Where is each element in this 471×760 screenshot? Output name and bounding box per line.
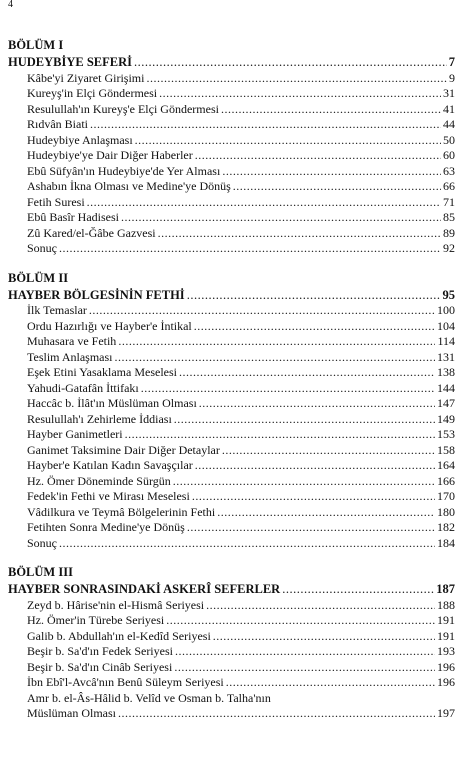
entry-page-number: 170: [437, 489, 455, 503]
entry-title: Beşir b. Sa'd'ın Fedek Seriyesi: [27, 644, 173, 658]
heading-page-number: 95: [442, 287, 455, 302]
dot-leader: [226, 675, 435, 691]
dot-leader: [146, 71, 447, 87]
toc-entry[interactable]: [8, 303, 455, 319]
entry-page-number: 196: [437, 675, 455, 689]
dot-leader: [159, 86, 441, 102]
entry-title: Vâdilkura ve Teymâ Bölgelerinin Fethi: [27, 504, 216, 519]
toc-entry[interactable]: [8, 319, 455, 335]
entry-page-number: 158: [437, 442, 455, 457]
section-label: BÖLÜM II: [8, 270, 69, 285]
toc-entry[interactable]: [8, 102, 455, 118]
entry-title: Resulullah'ı Zehirleme İddiası: [27, 411, 172, 426]
toc-entry[interactable]: [8, 675, 455, 691]
toc-entry[interactable]: [8, 334, 455, 350]
section-3: [8, 565, 455, 722]
toc-entry[interactable]: [8, 644, 455, 660]
toc-entry[interactable]: [8, 381, 455, 397]
entry-title-line1: Amr b. el-Âs-Hâlid b. Velîd ve Osman b. Talha'nın: [27, 690, 271, 705]
toc-entry[interactable]: [8, 226, 455, 242]
entry-title-line2: Müslüman Olması: [27, 706, 116, 720]
dot-leader: [206, 598, 435, 614]
entry-page-number: 191: [437, 628, 455, 643]
section-label: BÖLÜM III: [8, 565, 73, 579]
entry-page-number: 191: [437, 613, 455, 627]
entry-title: Sonuç: [27, 535, 57, 550]
entry-title: Yahudi-Gatafân İttifakı: [27, 380, 139, 395]
entry-title: Rıdvân Biati: [27, 117, 88, 131]
entry-title: Ebû Basîr Hadisesi: [27, 210, 119, 224]
dot-leader: [221, 102, 441, 118]
toc-entry[interactable]: [8, 179, 455, 195]
entry-page-number: 60: [443, 148, 455, 162]
entry-title: Hayber'e Katılan Kadın Savaşçılar: [27, 458, 193, 472]
heading-page-number: 187: [436, 582, 455, 596]
dot-leader: [195, 458, 435, 474]
toc-entry[interactable]: [8, 427, 455, 443]
entry-page-number: 100: [437, 303, 455, 317]
toc-entry[interactable]: [8, 396, 455, 412]
entry-page-number: 196: [437, 659, 455, 674]
entry-page-number: 9: [449, 70, 455, 85]
entry-page-number: 92: [443, 241, 455, 255]
entry-page-number: 131: [437, 349, 455, 364]
dot-leader: [173, 474, 435, 490]
entry-title: Fetih Suresi: [27, 194, 85, 209]
dot-leader: [175, 644, 435, 660]
entry-title: Hz. Ömer Döneminde Sürgün: [27, 473, 171, 488]
section-label: BÖLÜM I: [8, 38, 64, 52]
toc-entry[interactable]: [8, 195, 455, 211]
toc-entry[interactable]: [8, 350, 455, 366]
entry-page-number: 166: [437, 473, 455, 488]
entry-page-number: 31: [443, 86, 455, 100]
entry-list: [8, 71, 455, 257]
entry-title: Hayber Ganimetleri: [27, 427, 123, 441]
entry-page-number: 41: [443, 101, 455, 116]
entry-page-number: 193: [437, 644, 455, 658]
entry-page-number: 89: [443, 225, 455, 240]
entry-title: Eşek Etini Yasaklama Meselesi: [27, 365, 177, 379]
dot-leader: [118, 706, 435, 722]
section-2: [8, 271, 455, 552]
toc-entry[interactable]: [8, 505, 455, 521]
entry-page-number: 149: [437, 411, 455, 426]
section-heading[interactable]: [8, 288, 455, 304]
entry-page-number: 138: [437, 365, 455, 379]
entry-list: [8, 598, 455, 691]
dot-leader: [213, 629, 435, 645]
entry-page-number: 50: [443, 132, 455, 147]
dot-leader: [222, 443, 435, 459]
entry-page-number: 114: [437, 334, 455, 348]
toc-entry[interactable]: [8, 458, 455, 474]
dot-leader: [59, 536, 435, 552]
entry-title: Ebû Süfyân'ın Hudeybiye'de Yer Alması: [27, 163, 221, 178]
section-heading[interactable]: [8, 582, 455, 598]
entry-title: Ashabın İkna Olması ve Medine'ye Dönüş: [27, 179, 231, 193]
entry-page-number: 66: [443, 179, 455, 193]
entry-title: Resulullah'ın Kureyş'e Elçi Göndermesi: [27, 101, 219, 116]
entry-title: Ordu Hazırlığı ve Hayber'e İntikal: [27, 318, 192, 333]
toc-entry-multiline[interactable]: [8, 691, 455, 722]
toc-entry[interactable]: [8, 71, 455, 87]
entry-title: Ganimet Taksimine Dair Diğer Detaylar: [27, 442, 220, 457]
entry-page-number: 63: [443, 163, 455, 178]
toc-entry[interactable]: [8, 133, 455, 149]
heading-title: HUDEYBİYE SEFERİ: [8, 55, 132, 69]
dot-leader: [195, 148, 441, 164]
toc-entry[interactable]: [8, 365, 455, 381]
entry-page-number: 164: [437, 458, 455, 472]
section-heading[interactable]: [8, 55, 455, 71]
dot-leader: [187, 520, 435, 536]
dot-leader: [90, 117, 441, 133]
toc-entry[interactable]: [8, 536, 455, 552]
entry-title: İlk Temaslar: [27, 303, 87, 317]
dot-leader: [194, 319, 435, 335]
dot-leader: [217, 505, 435, 521]
entry-page-number: 182: [437, 520, 455, 534]
section-1: [8, 38, 455, 257]
toc-entry[interactable]: [8, 520, 455, 536]
dot-leader: [134, 55, 447, 71]
dot-leader: [166, 613, 435, 629]
dot-leader: [121, 210, 441, 226]
entry-page-number: 180: [437, 504, 455, 519]
entry-title: İbn Ebî'l-Avcâ'nın Benû Süleym Seriyesi: [27, 675, 224, 689]
entry-title: Zeyd b. Hârise'nin el-Hismâ Seriyesi: [27, 597, 205, 612]
entry-page-number: 104: [437, 318, 455, 333]
entry-title: Hudeybiye'ye Dair Diğer Haberler: [27, 148, 193, 162]
entry-page-number: 184: [437, 535, 455, 550]
toc-entry[interactable]: [8, 86, 455, 102]
toc-entry[interactable]: [8, 474, 455, 490]
entry-page-number: 147: [437, 396, 455, 410]
dot-leader: [87, 195, 441, 211]
dot-leader: [135, 133, 441, 149]
entry-title: Hz. Ömer'in Türebe Seriyesi: [27, 613, 165, 627]
toc-entry[interactable]: [8, 117, 455, 133]
entry-page-number: 197: [437, 706, 455, 720]
toc-entry[interactable]: [8, 660, 455, 676]
entry-title: Fedek'in Fethi ve Mirası Meselesi: [27, 489, 190, 503]
dot-leader: [118, 334, 435, 350]
entry-title: Haccâc b. İlât'ın Müslüman Olması: [27, 396, 197, 410]
toc-entry[interactable]: [8, 598, 455, 614]
toc-entry[interactable]: [8, 164, 455, 180]
heading-page-number: 7: [448, 55, 455, 69]
entry-title: Teslim Anlaşması: [27, 349, 113, 364]
dot-leader: [174, 660, 435, 676]
dot-leader: [233, 179, 441, 195]
entry-list: [8, 303, 455, 551]
entry-page-number: 144: [437, 380, 455, 395]
entry-title: Hudeybiye Anlaşması: [27, 132, 133, 147]
entry-page-number: 153: [437, 427, 455, 441]
toc-entry[interactable]: [8, 148, 455, 164]
dot-leader: [199, 396, 435, 412]
entry-page-number: 44: [443, 117, 455, 131]
entry-title: Sonuç: [27, 241, 57, 255]
entry-title: Kureyş'in Elçi Göndermesi: [27, 86, 158, 100]
dot-leader: [125, 427, 435, 443]
entry-page-number: 188: [437, 597, 455, 612]
toc-entry[interactable]: [8, 613, 455, 629]
dot-leader: [179, 365, 435, 381]
dot-leader: [187, 288, 441, 304]
table-of-contents: [8, 38, 455, 736]
entry-title: Fetihten Sonra Medine'ye Dönüş: [27, 520, 185, 534]
dot-leader: [282, 582, 434, 598]
dot-leader: [115, 350, 436, 366]
page-number-mark: 4: [8, 0, 13, 10]
entry-title: Galib b. Abdullah'ın el-Kedîd Seriyesi: [27, 628, 211, 643]
dot-leader: [141, 381, 435, 397]
toc-entry[interactable]: [8, 443, 455, 459]
toc-entry[interactable]: [8, 210, 455, 226]
heading-title: HAYBER BÖLGESİNİN FETHİ: [8, 287, 185, 302]
dot-leader: [158, 226, 441, 242]
dot-leader: [222, 164, 441, 180]
entry-page-number: 71: [443, 194, 455, 209]
dot-leader: [89, 303, 435, 319]
toc-entry[interactable]: [8, 629, 455, 645]
entry-title: Kâbe'yi Ziyaret Girişimi: [27, 70, 145, 85]
toc-entry[interactable]: [8, 489, 455, 505]
toc-entry[interactable]: [8, 412, 455, 428]
heading-title: HAYBER SONRASINDAKİ ASKERÎ SEFERLER: [8, 582, 281, 596]
entry-title: Beşir b. Sa'd'ın Cinâb Seriyesi: [27, 659, 173, 674]
entry-title: Zû Kared/el-Ğâbe Gazvesi: [27, 225, 156, 240]
dot-leader: [174, 412, 435, 428]
dot-leader: [59, 241, 441, 257]
dot-leader: [192, 489, 435, 505]
toc-entry[interactable]: [8, 241, 455, 257]
entry-page-number: 85: [443, 210, 455, 224]
entry-title-line2-row: [27, 706, 455, 722]
entry-title: Muhasara ve Fetih: [27, 334, 117, 348]
